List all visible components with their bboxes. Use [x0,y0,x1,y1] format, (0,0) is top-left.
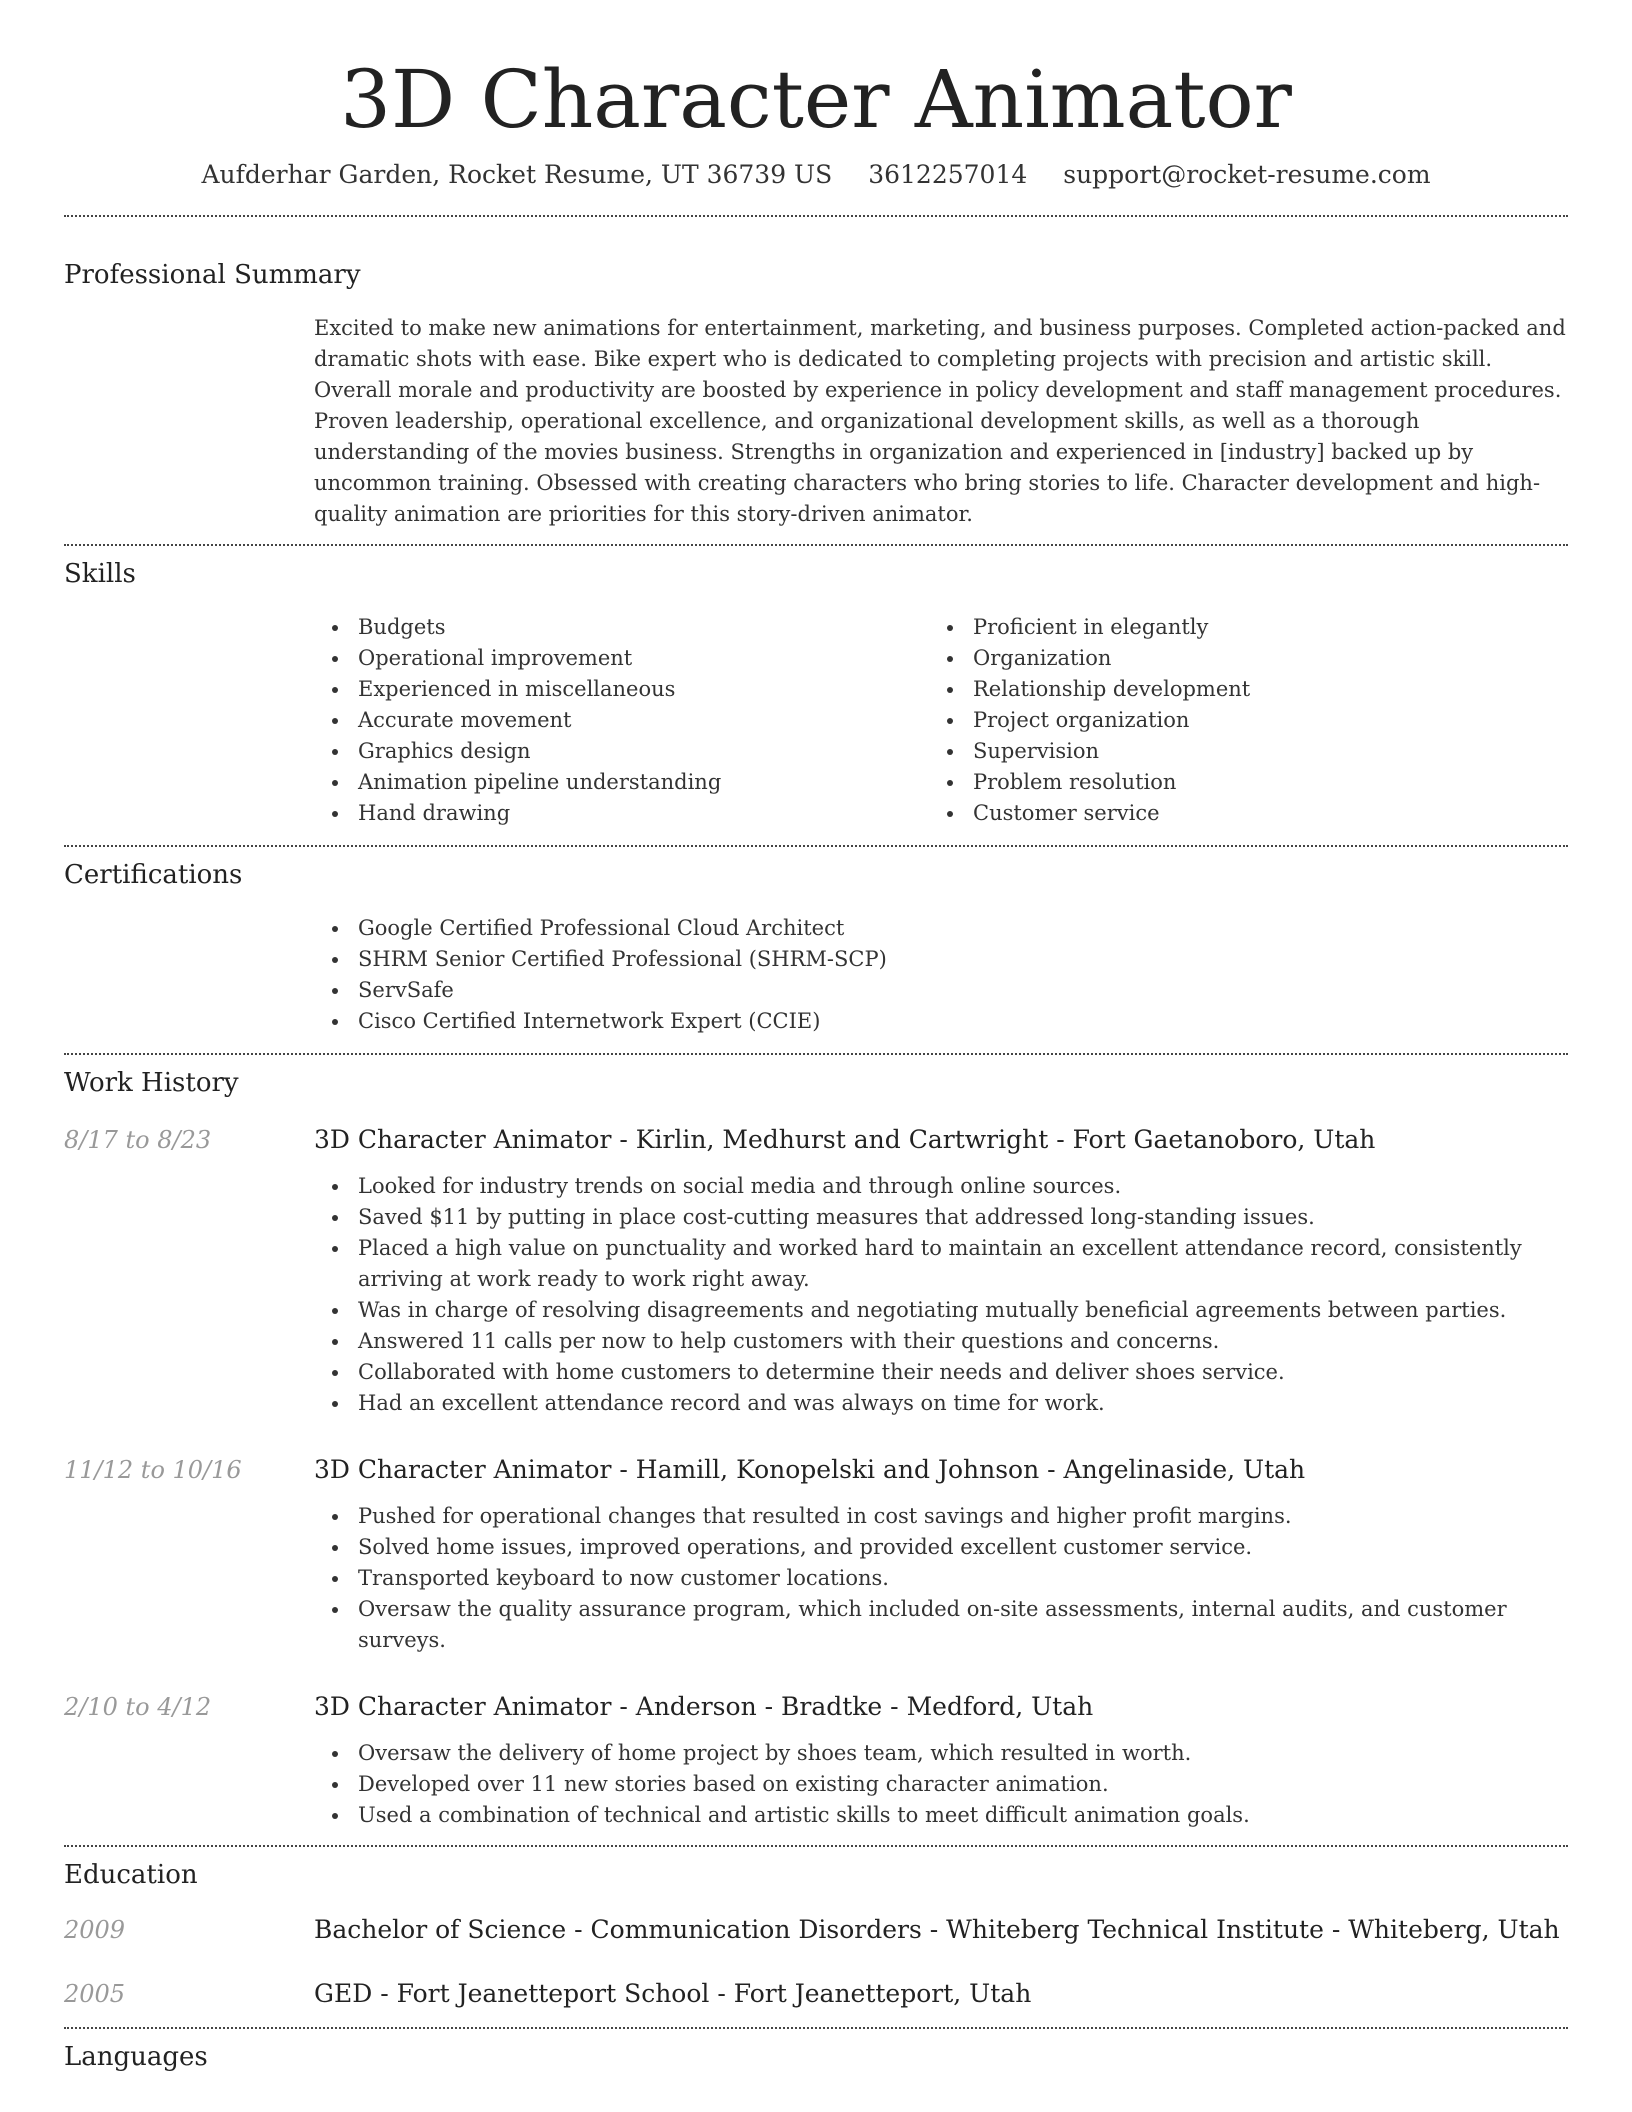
candidate-name: 3D Character Animator [340,53,1292,146]
languages-title: Languages [64,2042,208,2072]
job-bullets [314,1171,1568,1419]
certification-item: ServSafe [314,975,1568,1006]
summary-text: Excited to make new animations for entertainment, marketing, and business purposes. Completed action-packed and dramatic shots with ease. Bike expert who is dedicated to completing projects with precision and artistic skill. Overall morale and productivity are boosted by experience in policy development and staff management procedures. Proven leadership, operational excellence, and organizational development skills, as well as a thorough understanding of the movies business. Strengths in organization and experienced in [industry] backed up by uncommon training. Obsessed with creating characters who bring stories to life. Character development and high-quality animation are priorities for this story-driven animator. [314,316,1566,526]
job-bullet: Solved home issues, improved operations, and provided excellent customer service. [314,1532,1568,1563]
skill-item: Organization [929,643,1544,674]
job-heading: 3D Character Animator - Anderson - Bradtke - Medford, Utah [314,1692,1094,1721]
education-container [64,1913,1568,2027]
certification-item: Cisco Certified Internetwork Expert (CCIE) [314,1006,1568,1037]
job-header [64,1123,1568,1157]
job-header [64,1453,1568,1487]
job-bullet: Had an excellent attendance record and was always on time for work. [314,1388,1568,1419]
job-entry [64,1453,1568,1656]
job-bullet: Placed a high value on punctuality and worked hard to maintain an excellent attendance record, consistently arriving at work ready to work right away. [314,1233,1568,1295]
education-entry [64,1913,1568,1947]
job-dates: 8/17 to 8/23 [64,1126,212,1154]
summary-title: Professional Summary [64,260,361,290]
work-section [64,1055,1568,1845]
job-bullet: Developed over 11 new stories based on existing character animation. [314,1769,1568,1800]
skill-item: Relationship development [929,674,1544,705]
job-bullet: Used a combination of technical and artistic skills to meet difficult animation goals. [314,1800,1568,1831]
job-heading: 3D Character Animator - Kirlin, Medhurst and Cartwright - Fort Gaetanoboro, Utah [314,1125,1376,1154]
certification-item: Google Certified Professional Cloud Architect [314,913,1568,944]
summary-section [64,217,1568,544]
education-degree: GED - Fort Jeanetteport School - Fort Jeanetteport, Utah [314,1979,1032,2008]
job-bullet: Answered 11 calls per now to help customers with their questions and concerns. [314,1326,1568,1357]
skill-item: Supervision [929,736,1544,767]
job-bullet: Looked for industry trends on social media and through online sources. [314,1171,1568,1202]
skill-item: Problem resolution [929,767,1544,798]
education-section [64,1847,1568,2027]
job-entry [64,1690,1568,1831]
skill-item: Animation pipeline understanding [314,767,929,798]
job-heading: 3D Character Animator - Hamill, Konopelski and Johnson - Angelinaside, Utah [314,1455,1306,1484]
skill-item: Customer service [929,798,1544,829]
certifications-title: Certifications [64,860,243,890]
skill-item: Accurate movement [314,705,929,736]
job-dates: 11/12 to 10/16 [64,1456,242,1484]
skill-item: Operational improvement [314,643,929,674]
languages-section [64,2029,1568,2075]
job-entry [64,1123,1568,1419]
certifications-section [64,847,1568,1053]
work-title: Work History [64,1068,239,1098]
education-year: 2005 [64,1980,126,2008]
job-bullet: Oversaw the delivery of home project by shoes team, which resulted in worth. [314,1738,1568,1769]
skill-item: Project organization [929,705,1544,736]
skills-list-left [314,612,929,829]
job-bullet: Saved $11 by putting in place cost-cutting measures that addressed long-standing issues. [314,1202,1568,1233]
job-bullet: Was in charge of resolving disagreements and negotiating mutually beneficial agreements between parties. [314,1295,1568,1326]
contact-line [64,155,1568,215]
jobs-container [64,1123,1568,1845]
certifications-content [314,913,1568,1053]
skill-item: Budgets [314,612,929,643]
skill-item: Experienced in miscellaneous [314,674,929,705]
job-bullets [314,1738,1568,1831]
education-title: Education [64,1860,198,1890]
skill-item: Graphics design [314,736,929,767]
skills-section [64,546,1568,845]
certification-item: SHRM Senior Certified Professional (SHRM-SCP) [314,944,1568,975]
education-entry [64,1977,1568,2011]
job-bullet: Oversaw the quality assurance program, which included on-site assessments, internal audits, and customer surveys. [314,1594,1568,1656]
education-degree: Bachelor of Science - Communication Disorders - Whiteberg Technical Institute - Whiteberg, Utah [314,1915,1560,1944]
contact-address: Aufderhar Garden, Rocket Resume, UT 36739 US [201,160,833,189]
job-dates: 2/10 to 4/12 [64,1693,212,1721]
skills-title: Skills [64,559,136,589]
skill-item: Hand drawing [314,798,929,829]
skills-grid [314,612,1568,845]
job-bullet: Transported keyboard to now customer locations. [314,1563,1568,1594]
certifications-list [314,913,1568,1037]
job-bullet: Pushed for operational changes that resulted in cost savings and higher profit margins. [314,1501,1568,1532]
job-header [64,1690,1568,1724]
job-bullets [314,1501,1568,1656]
skill-item: Proficient in elegantly [929,612,1544,643]
contact-email: support@rocket-resume.com [1063,160,1431,189]
education-year: 2009 [64,1916,126,1944]
skills-list-right [929,612,1544,829]
contact-phone: 3612257014 [868,160,1028,189]
job-bullet: Collaborated with home customers to determine their needs and deliver shoes service. [314,1357,1568,1388]
